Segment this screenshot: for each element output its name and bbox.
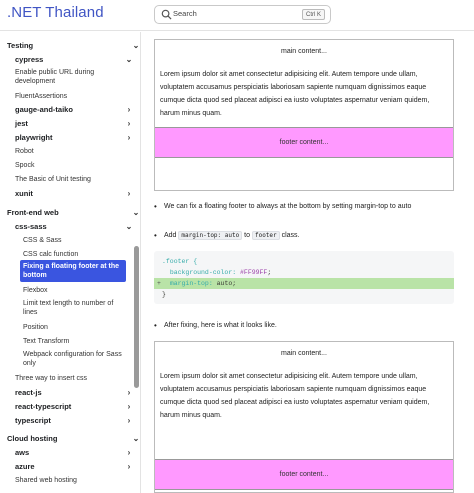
sidebar-item-label: xunit [15,189,33,198]
sidebar-item-label: Spock [15,162,35,169]
code-line [154,267,454,278]
chevron-down-icon[interactable]: ⌄ [132,41,140,50]
code-value: auto [216,280,233,287]
chevron-right-icon[interactable]: › [127,416,131,425]
sidebar-item-label: Limit text length to number of lines [23,300,114,316]
inline-code: footer [252,231,280,240]
footer-content: footer content... [155,127,453,158]
sidebar-scrollbar[interactable] [134,246,139,388]
code-value: #FF99FF [240,269,268,276]
doc-content [142,32,474,493]
sidebar-item-label: Cloud hosting [7,434,58,443]
top-navbar [0,0,474,31]
code-brace: } [162,291,166,298]
sidebar-item-css-and-sass[interactable] [23,236,141,245]
sidebar-item-react-typescript[interactable] [15,402,134,411]
sidebar-item-cypress[interactable] [15,55,134,64]
sidebar-item-css-sass[interactable] [15,222,134,231]
chevron-right-icon[interactable]: › [127,133,131,142]
code-property: background-color: [169,269,237,276]
inline-code: margin-top: auto [178,231,242,240]
sidebar-item-azure[interactable] [15,462,134,471]
main-content-text: main content... [281,48,327,55]
chevron-down-icon[interactable]: ⌄ [125,55,133,64]
sidebar-item-spock[interactable] [15,161,141,170]
chevron-down-icon[interactable]: ⌄ [125,222,133,231]
sidebar-item-label: Robot [15,148,34,155]
sidebar-item-jest[interactable] [15,119,134,128]
sidebar-item-label: aws [15,448,30,457]
sidebar-category-front-end-web[interactable] [7,208,141,217]
code-line-added [154,278,454,289]
sidebar-item-gauge-and-taiko[interactable] [15,105,134,114]
bullet-fix-footer: • We can fix a floating footer to always at the bottom by setting margin-top to auto [164,200,452,213]
sidebar-item-label: azure [15,462,35,471]
chevron-right-icon[interactable]: › [127,119,131,128]
sidebar-item-basic-unit-testing[interactable] [15,175,141,184]
chevron-right-icon[interactable]: › [127,388,131,397]
sidebar-item-label: CSS & Sass [23,237,62,244]
demo-box-before [154,39,454,191]
sidebar-item-typescript[interactable] [15,416,134,425]
sidebar-item-playwright[interactable] [15,133,134,142]
sidebar-item-label: Webpack configuration for Sass only [23,351,122,367]
sidebar-item-label: Enable public URL during development [15,69,95,85]
bullet-text: to [244,232,251,239]
sidebar-item-label: Shared web hosting [15,477,77,484]
sidebar-item-label: playwright [15,133,53,142]
sidebar-item-label: Flexbox [23,287,48,294]
sidebar-category-cloud-hosting[interactable] [7,434,141,443]
code-line [154,289,454,300]
code-line [154,256,454,267]
chevron-down-icon[interactable]: ⌄ [132,434,140,443]
sidebar-item-limit-text[interactable] [23,299,123,317]
sidebar-item-label: react-js [15,388,42,397]
sidebar-item-label: jest [15,119,28,128]
sidebar-item-fluentassertions[interactable] [15,92,141,101]
sidebar-item-label: react-typescript [15,402,72,411]
sidebar-item-flexbox[interactable] [23,286,141,295]
sidebar-item-react-js[interactable] [15,388,134,397]
lorem-text: Lorem ipsum dolor sit amet consectetur adipisicing elit. Autem tempore unde ullam, voluptatem accusamus perspiciatis laboriosam sapiente numquam dignissimos eaque cumque dicta quod sed placeat adipisci ea iusto voluptates aspernatur veniam quidem, harum minus quam. [160,71,430,117]
bullet-add-margin [164,229,452,242]
search-icon [161,9,172,20]
code-block[interactable] [154,251,454,304]
sidebar-item-aws[interactable] [15,448,134,457]
sidebar-item-floating-footer[interactable] [20,260,126,282]
sidebar-item-xunit[interactable] [15,189,134,198]
chevron-right-icon[interactable]: › [127,448,131,457]
code-selector: .footer { [162,258,198,265]
sidebar-item-robot[interactable] [15,147,141,156]
code-property: margin-top: [169,280,213,287]
sidebar-item-label: typescript [15,416,51,425]
chevron-right-icon[interactable]: › [127,105,131,114]
diff-plus-marker: + [157,280,161,287]
sidebar-item-webpack-sass[interactable] [23,350,125,368]
sidebar-item-label: FluentAssertions [15,93,68,100]
sidebar-item-label: Front-end web [7,208,59,217]
sidebar-item-label: CSS calc function [23,251,79,258]
sidebar-item-shared-web-hosting[interactable] [15,476,141,485]
search-placeholder: Search [173,9,197,18]
sidebar-item-label: The Basic of Unit testing [15,176,91,183]
chevron-right-icon[interactable]: › [127,402,131,411]
sidebar-item-enable-public-url[interactable] [15,68,127,86]
chevron-right-icon[interactable]: › [127,462,131,471]
bullet-text: Add [164,232,177,239]
chevron-right-icon[interactable]: › [127,189,131,198]
demo-box-after [154,341,454,493]
sidebar-category-testing[interactable] [7,41,141,50]
bullet-text: class. [281,232,300,239]
sidebar-item-label: gauge-and-taiko [15,105,73,114]
sidebar-item-label: Testing [7,41,34,50]
bullet-after-fixing: • After fixing, here is what it looks like. [164,319,452,332]
sidebar-item-label: Text Transform [23,338,70,345]
main-content-text: main content... [281,350,327,357]
sidebar-item-three-way-css[interactable] [15,374,141,383]
docs-sidebar [0,32,141,493]
sidebar-item-label: cypress [15,55,44,64]
chevron-down-icon[interactable]: ⌄ [132,208,140,217]
search-shortcut: Ctrl K [302,9,325,20]
sidebar-item-text-transform[interactable] [23,337,141,346]
sidebar-item-label: css-sass [15,222,47,231]
search-button[interactable] [154,5,331,24]
footer-content: footer content... [155,459,453,490]
sidebar-item-label: Three way to insert css [15,375,87,382]
sidebar-item-css-calc[interactable] [23,250,141,259]
sidebar-item-label: Fixing a floating footer at the bottom [23,263,120,279]
code-punct: ; [232,280,237,287]
lorem-text: Lorem ipsum dolor sit amet consectetur adipisicing elit. Autem tempore unde ullam, voluptatem accusamus perspiciatis laboriosam sapiente numquam dignissimos eaque cumque dicta quod sed placeat adipisci ea iusto voluptates aspernatur veniam quidem, harum minus quam. [160,373,430,419]
sidebar-item-position[interactable] [23,323,141,332]
code-punct: ; [267,269,272,276]
site-brand[interactable]: .NET Thailand [7,4,104,21]
sidebar-item-label: Position [23,324,48,331]
